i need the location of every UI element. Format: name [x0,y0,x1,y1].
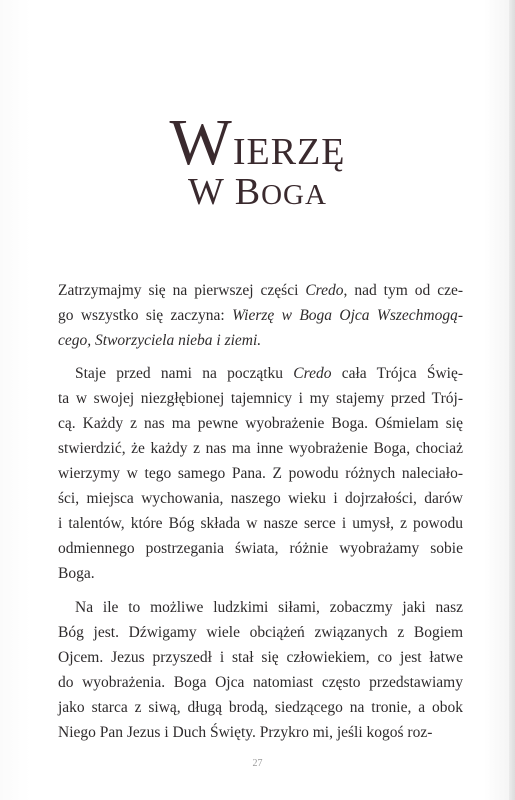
text-line [58,303,463,328]
title-w: W [188,171,235,213]
text-line [58,436,463,461]
text-segment: Boga. [58,565,95,582]
text-line [58,461,463,486]
paragraph-1 [58,278,463,353]
text-line [58,361,463,386]
text-line [58,620,463,645]
text-line [58,670,463,695]
text-segment: Bóg jest. Dźwigamy wiele obciążeń związanych z Bogiem [58,624,463,641]
text-segment: Na ile to możliwe ludzkimi siłami, zobaczmy jaki nasz [75,599,463,616]
text-segment: Zatrzymajmy się na pierwszej części [58,282,306,299]
text-segment: ści, miejsca wychowania, naszego wieku i dojrzałości, darów [58,490,463,507]
text-segment: go wszystko się zaczyna: [58,307,233,324]
text-line [58,695,463,720]
text-segment: odmiennego postrzegania świata, różnie wyobrażamy sobie [58,540,463,557]
italic-text: Wierzę w Boga Ojca Wszechmogą- [232,307,463,324]
text-segment: Staje przed nami na początku [75,365,294,382]
text-segment: , nad tym od cze- [343,282,463,299]
italic-text: cego, Stworzyciela nieba i ziemi. [58,332,262,349]
text-segment: stwierdzić, że każdy z nas ma inne wyobrażenie Boga, chociaż [58,440,463,457]
text-line [58,645,463,670]
page-number: 27 [252,758,263,769]
text-line [58,386,463,411]
text-line [58,486,463,511]
text-line [58,595,463,620]
text-line [58,278,463,303]
text-segment: Niego Pan Jezus i Duch Święty. Przykro mi, jeśli kogoś roz- [58,724,433,741]
text-line [58,328,463,353]
text-segment: i talentów, które Bóg składa w nasze serce i umysł, z powodu [58,515,463,532]
paragraph-3 [58,595,463,745]
title-rest-line-1: IERZĘ [232,131,346,173]
text-segment: cała Trójca Świę- [331,365,463,382]
text-line [58,411,463,436]
text-segment: do wyobrażenia. Boga Ojca natomiast często przedstawiamy [58,674,463,691]
paragraph-2 [58,361,463,586]
text-segment: Ojcem. Jezus przyszedł i stał się człowiekiem, co jest łatwe [58,649,463,666]
italic-text: Credo [293,365,332,382]
title-rest-line-2: OGA [261,179,327,211]
text-line [58,561,463,586]
text-line [58,720,463,745]
text-line [58,536,463,561]
chapter-title-line-2 [0,170,515,214]
text-segment: wierzymy w tego samego Pana. Z powodu różnych naleciało- [58,465,463,482]
text-segment: jako starca z siwą, długą brodą, siedzącego na tronie, a obok [58,699,463,716]
chapter-title-line-1 [0,106,515,179]
italic-text: Credo [305,282,344,299]
title-initial-w: W [169,106,233,179]
text-segment: cą. Każdy z nas ma pewne wyobrażenie Boga. Ośmielam się [58,415,463,432]
text-line [58,511,463,536]
title-initial-b: B [234,171,262,213]
text-segment: ta w swojej niezgłębionej tajemnicy i my stajemy przed Trój- [58,390,463,407]
